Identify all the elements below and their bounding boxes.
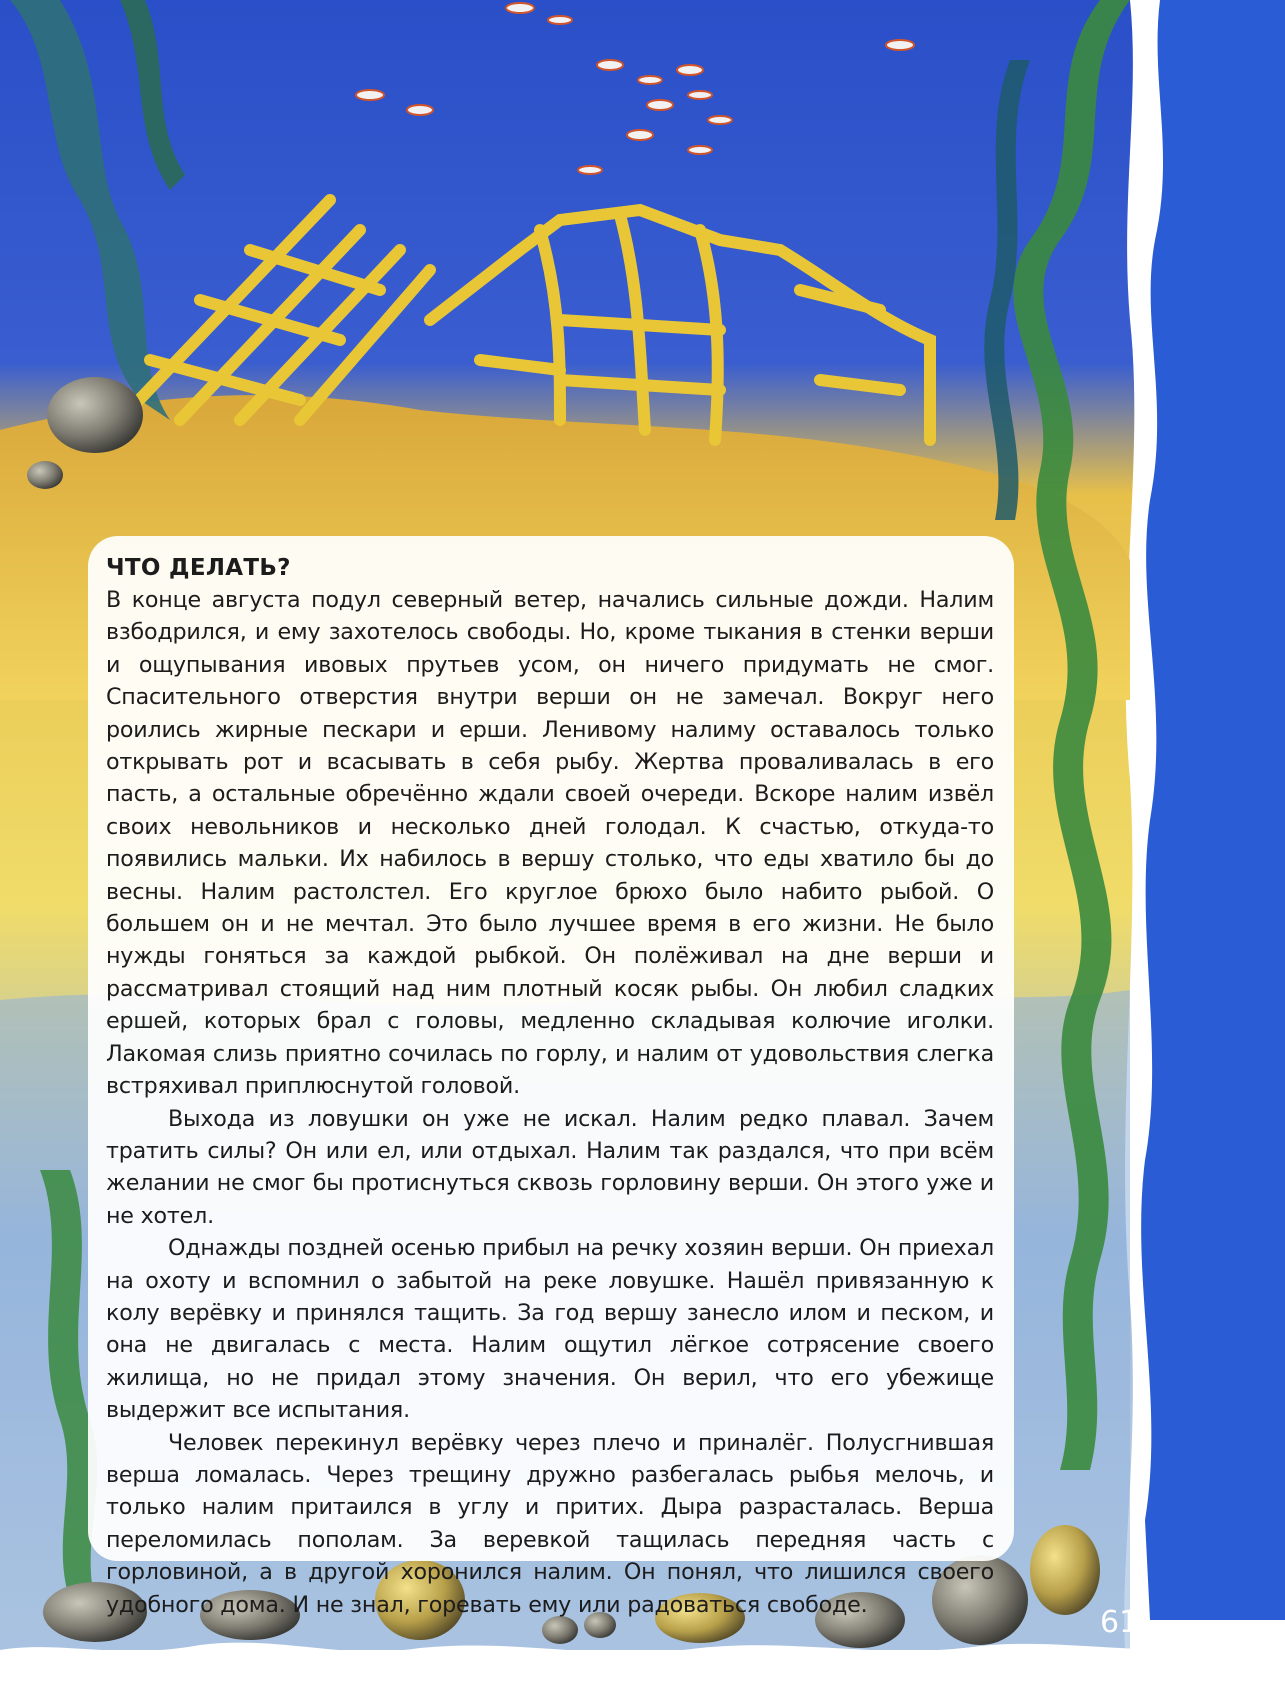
section-heading: ЧТО ДЕЛАТЬ? <box>106 555 291 581</box>
paragraph-3: Однажды поздней осенью прибыл на речку хозяин верши. Он приехал на охоту и вспомнил о забытой на реке ловушке. Нашёл привязанную к колу верёвку и принялся тащить. За год вершу занесло илом и песком, и она не двигалась с места. Налим ощутил лёгкое сотрясение своего жилища, но не придал этому значения. Он верил, что его убежище выдержит все испытания. <box>106 1235 994 1424</box>
stone-small <box>27 461 63 489</box>
blue-frame <box>1140 0 1285 1699</box>
bottom-torn-edge <box>0 1643 1285 1699</box>
page-number: 61 <box>1100 1605 1139 1640</box>
stone-illustration <box>47 377 143 453</box>
paragraph-2: Выхода из ловушки он уже не искал. Налим редко плавал. Зачем тратить силы? Он или ел, или отдыхал. Налим так раздался, что при всём желании не смог бы протиснуться сквозь горловину верши. Он этого уже и не хотел. <box>106 1105 994 1229</box>
text-card <box>88 536 1014 1618</box>
paragraph-4: Человек перекинул верёвку через плечо и приналёг. Полусгнившая верша ломалась. Через трещину дружно разбегалась рыбья мелочь, и только налим притаился в углу и притих. Дыра разрасталась. Верша переломилась пополам. За веревкой тащилась передняя часть с горловиной, а в другой хоронился налим. Он понял, что лишился своего удобного дома. И не знал, горевать ему или радоваться свободе. <box>106 1429 994 1618</box>
paragraph-1: В конце августа подул северный ветер, начались сильные дожди. Налим взбодрился, и ему захотелось свободы. Но, кроме тыкания в стенки верши и ощупывания ивовых прутьев усом, он ничего придумать не смог. Спасительного отверстия внутри верши он не замечал. Вокруг него роились жирные пескари и ерши. Ленивому налиму оставалось только открывать рот и всасывать в себя рыбу. Жертва проваливалась в его пасть, а остальные обречённо ждали своей очереди. Вскоре налим извёл своих невольников и несколько дней голодал. К счастью, откуда-то появились мальки. Их набилось в вершу столько, что еды хватило бы до весны. Налим растолстел. Его круглое брюхо было набито рыбой. О большем он и не мечтал. Это было лучшее время в его жизни. Не было нужды гоняться за каждой рыбкой. Он полёживал на дне верши и рассматривал стоящий над ним плотный косяк рыбы. Он любил сладких ершей, которых брал с головы, медленно складывая колючие иголки. Лакомая слизь приятно сочилась по горлу, и налим от удовольствия слегка встряхивал приплюснутой головой. <box>106 587 994 1100</box>
